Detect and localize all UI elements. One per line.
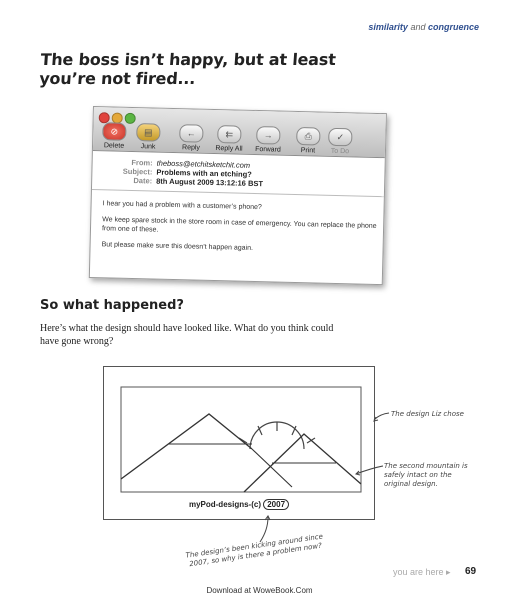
to-do-button-label: To Do: [330, 147, 350, 156]
print-button[interactable]: [293, 127, 324, 155]
running-header: [368, 22, 479, 32]
subject-value: Problems with an etching?: [156, 167, 252, 179]
email-body: [101, 199, 377, 263]
reply-all-arrow-icon: ⇇: [217, 125, 241, 144]
first-mountain: [121, 414, 252, 479]
running-header-topic: congruence: [427, 22, 479, 32]
page-title-line-1: The boss isn’t happy, but at least: [40, 50, 337, 69]
logo-name: myPod-designs-(c): [188, 500, 261, 509]
design-drawing: [104, 367, 374, 519]
design-figure: [103, 366, 375, 520]
intro-text: Here’s what the design should have looked like. What do you think could have gone wrong?: [40, 323, 334, 347]
annotation-design-kicking-around: The design’s been kicking around since 2007, so why is there a problem now?: [185, 532, 324, 569]
date-value: 8th August 2009 13:12:16 BST: [156, 176, 264, 189]
page-title-line-2: you’re not fired...: [38, 69, 196, 88]
annotation-second-mountain: The second mountain is safely intact on the original design.: [384, 462, 468, 488]
from-value: theboss@etchitsketchit.com: [156, 158, 251, 170]
running-header-accent: similarity: [368, 22, 408, 32]
checkmark-icon: ✓: [328, 128, 352, 147]
subject-label: Subject:: [122, 166, 153, 177]
printer-icon: ⎙: [296, 127, 320, 146]
email-body-paragraph: But please make sure this doesn’t happen again.: [101, 241, 254, 252]
sun-rays: [239, 422, 315, 443]
logo-year: 2007: [263, 499, 289, 510]
delete-button[interactable]: [99, 122, 130, 150]
junk-button[interactable]: [133, 123, 164, 151]
forward-button-label: Forward: [255, 145, 281, 154]
page-title: [39, 50, 342, 88]
reply-arrow-icon: ←: [179, 124, 203, 143]
date-label: Date:: [133, 176, 153, 186]
email-divider: [92, 189, 384, 197]
annotation-design-liz-chose: The design Liz chose: [391, 410, 464, 418]
reply-button[interactable]: [173, 124, 210, 152]
email-headers: [92, 157, 385, 191]
print-button-label: Print: [300, 147, 316, 155]
design-logo-text: [104, 499, 374, 510]
no-entry-icon: ⊘: [102, 122, 126, 141]
annotation-arrow-year: [260, 517, 268, 542]
to-do-button[interactable]: [325, 128, 356, 156]
junk-button-label: Junk: [140, 143, 156, 151]
email-body-paragraph: We keep spare stock in the store room in case of emergency. You can replace the phone from one of these.: [101, 216, 377, 234]
trash-bag-icon: ▤: [136, 123, 160, 142]
email-body-paragraph: I hear you had a problem with a customer’s phone?: [102, 200, 262, 212]
section-heading: So what happened?: [40, 298, 184, 313]
reply-button-label: Reply: [181, 144, 201, 152]
delete-button-label: Delete: [103, 142, 125, 150]
annotation-arrow-liz: [374, 413, 389, 420]
download-note: Download at WoweBook.Com: [206, 586, 313, 595]
forward-button[interactable]: [249, 126, 288, 154]
email-toolbar: [93, 107, 386, 158]
from-label: From:: [131, 157, 153, 168]
page-number: 69: [465, 566, 477, 577]
reply-all-button-label: Reply All: [215, 145, 243, 153]
you-are-here-label: you are here ▸: [393, 567, 451, 577]
forward-arrow-icon: →: [256, 126, 280, 145]
running-header-sep: and: [410, 22, 426, 32]
email-window: [89, 106, 387, 285]
reply-all-button[interactable]: [209, 125, 250, 153]
